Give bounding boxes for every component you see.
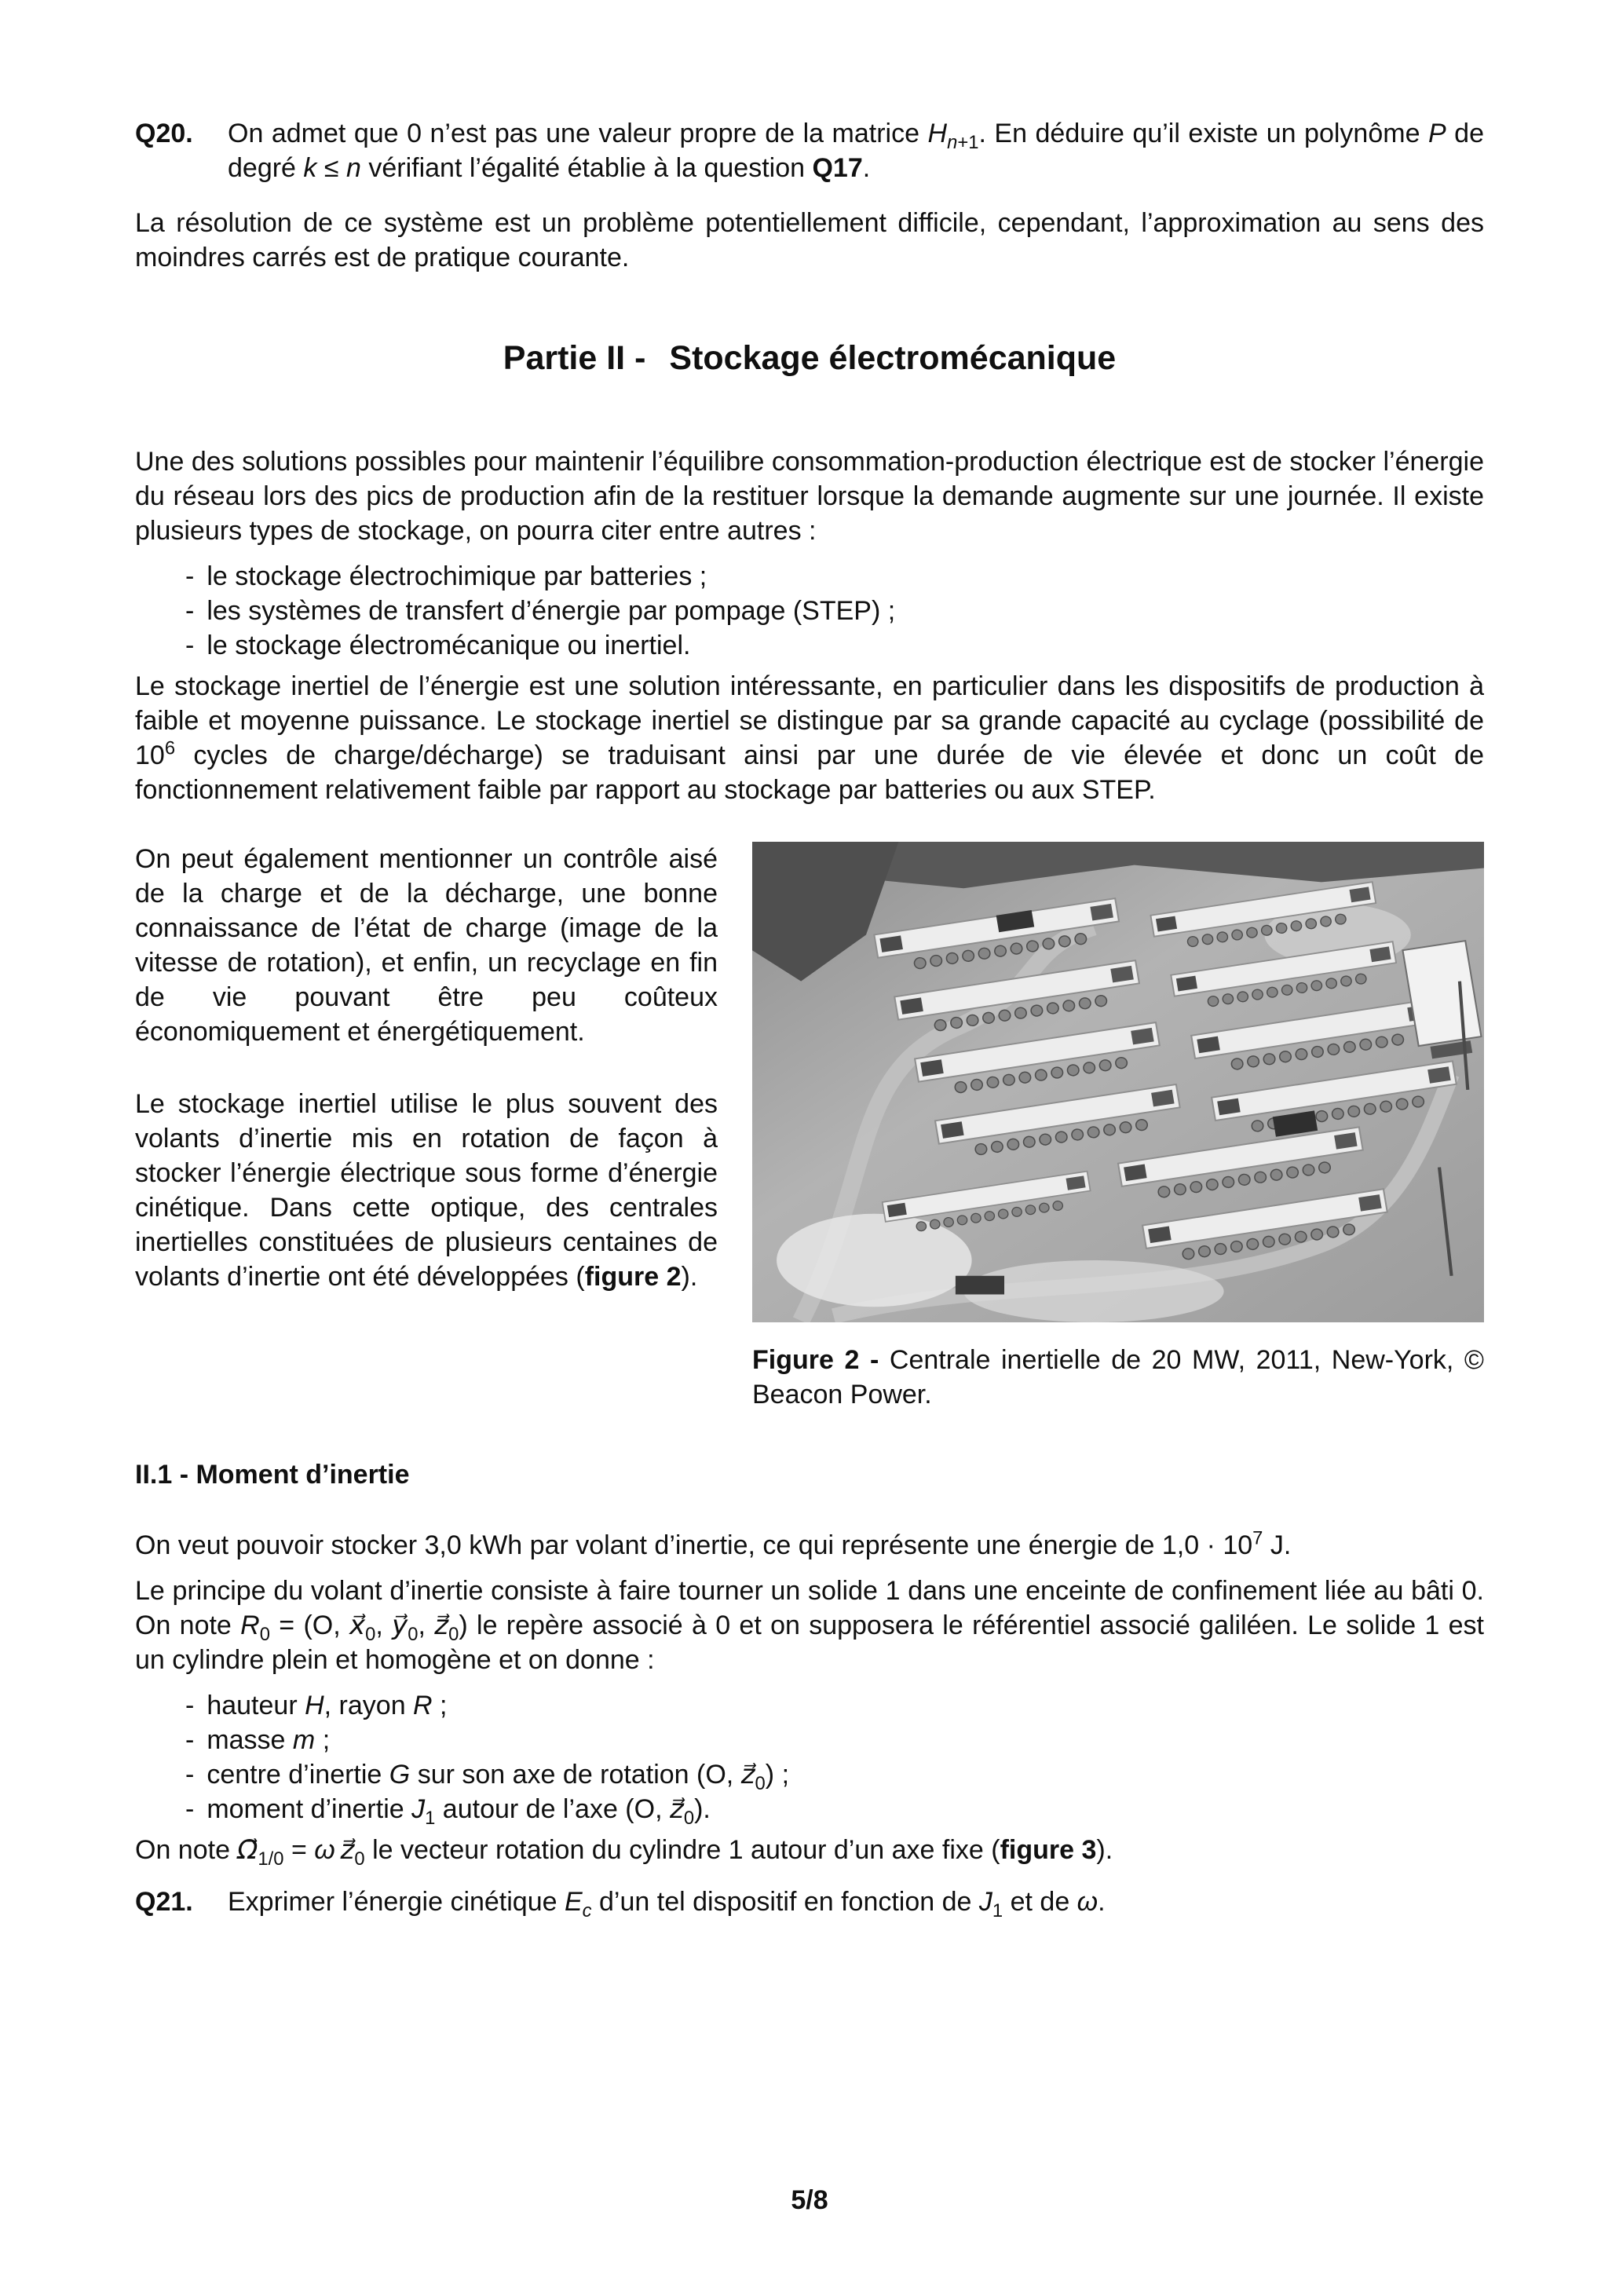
dash-bullet: - [185, 1760, 195, 1790]
paragraph-principe: Le principe du volant d’inertie consiste à faire tourner un solide 1 dans une enceinte de confinement liée au bâti 0. On note $R_0 = (O$, $x⃗_0$, $y⃗_0$, $z⃗_0$) le repère associé à 0 et on supposera le référentiel associé galiléen. Le solide 1 est un cylindre plein et homogène et on donne : [135, 1576, 1484, 1675]
question-q20 [135, 116, 1484, 185]
dash-bullet: - [185, 1725, 195, 1755]
dash-bullet: - [185, 1691, 195, 1720]
paragraph-vecteur-rotation: On note $\Omega⃗_{1/0} = \omega$ $z⃗_0$ le vecteur rotation du cylindre 1 autour d’un axe fixe (figure 3). [135, 1835, 1113, 1870]
page-number: 5/8 [791, 2185, 828, 2215]
cylinder-properties-list [135, 1688, 1484, 1829]
list-item-text: le stockage électromécanique ou inertiel. [207, 631, 691, 660]
dash-bullet: - [185, 561, 195, 591]
part-2-heading [135, 338, 1484, 378]
list-item-text: le stockage électrochimique par batteries ; [207, 561, 707, 591]
figure-2-aerial-photo [752, 842, 1484, 1322]
list-item [185, 1723, 1484, 1757]
list-item [185, 1757, 1484, 1792]
question-text: On admet que 0 n’est pas une valeur propre de la matrice $H_{n+1}$. En déduire qu’il existe un polynôme P de degré k ≤ n vérifiant l’égalité établie à la question Q17. [228, 119, 1484, 183]
dash-bullet: - [185, 1794, 195, 1824]
list-item-text: moment d’inertie $J_1$ autour de l’axe (O, $z⃗_0$). [207, 1794, 711, 1829]
list-item-text: les systèmes de transfert d’énergie par pompage (STEP) ; [207, 596, 896, 626]
figure-2-caption: Figure 2 - Centrale inertielle de 20 MW, 2011, New-York, © Beacon Power. [752, 1345, 1484, 1409]
list-item [185, 1792, 1484, 1829]
paragraph-volants: Le stockage inertiel utilise le plus souvent des volants d’inertie mis en rotation de façon à stocker l’énergie électrique sous forme d’énergie cinétique. Dans cette optique, des centrales inertielles constituées de plusieurs centaines de volants d’inertie ont été développées (figure 2). [135, 1089, 718, 1292]
list-item [185, 628, 1484, 663]
paragraph-controle: On peut également mentionner un contrôle aisé de la charge et de la décharge, une bonne connaissance de l’état de charge (image de la vitesse de rotation), et enfin, un recyclage en fin de vie pouvant être peu coûteux économiquement et énergétiquement. [135, 844, 718, 1047]
list-item [185, 1688, 1484, 1723]
list-item [185, 594, 1484, 628]
section-ii1-heading: II.1 - Moment d’inertie [135, 1460, 410, 1490]
dash-bullet: - [185, 631, 195, 660]
list-item-text: hauteur H, rayon R ; [207, 1691, 448, 1720]
figure-2-block [752, 842, 1484, 1412]
list-item-text: masse m ; [207, 1725, 331, 1755]
dash-bullet: - [185, 596, 195, 626]
part-2-prefix: Partie II - [503, 339, 646, 377]
paragraph-resolution: La résolution de ce système est un problème potentiellement difficile, cependant, l’approximation au sens des moindres carrés est de pratique courante. [135, 208, 1484, 272]
two-column-section [135, 842, 1484, 1412]
question-q21 [135, 1885, 1484, 1919]
storage-types-list [135, 559, 1484, 663]
list-item [185, 559, 1484, 594]
paragraph-inertiel: Le stockage inertiel de l’énergie est une solution intéressante, en particulier dans les dispositifs de production à faible et moyenne puissance. Le stockage inertiel se distingue par sa grande capacité au cyclage (possibilité de $10^6$ cycles de charge/décharge) se traduisant ainsi par une durée de vie élevée et donc un coût de fonctionnement relativement faible par rapport au stockage par batteries ou aux STEP. [135, 671, 1484, 805]
paragraph-intro: Une des solutions possibles pour maintenir l’équilibre consommation-production électrique est de stocker l’énergie du réseau lors des pics de production afin de la restituer lorsque la demande augmente sur une journée. Il existe plusieurs types de stockage, on pourra citer entre autres : [135, 447, 1484, 546]
paragraph-stockage-kwh: On veut pouvoir stocker 3,0 kWh par volant d’inertie, ce qui représente une énergie de $1,0 \cdot 10^7$ J. [135, 1527, 1292, 1560]
question-label: Q20. [135, 119, 193, 148]
list-item-text: centre d’inertie G sur son axe de rotation (O, $z⃗_0$) ; [207, 1760, 790, 1794]
question-label: Q21. [135, 1887, 193, 1917]
left-column [135, 842, 718, 1412]
question-text: Exprimer l’énergie cinétique $E_c$ d’un tel dispositif en fonction de $J_1$ et de ω. [228, 1887, 1106, 1921]
part-2-title: Stockage électromécanique [669, 339, 1117, 377]
